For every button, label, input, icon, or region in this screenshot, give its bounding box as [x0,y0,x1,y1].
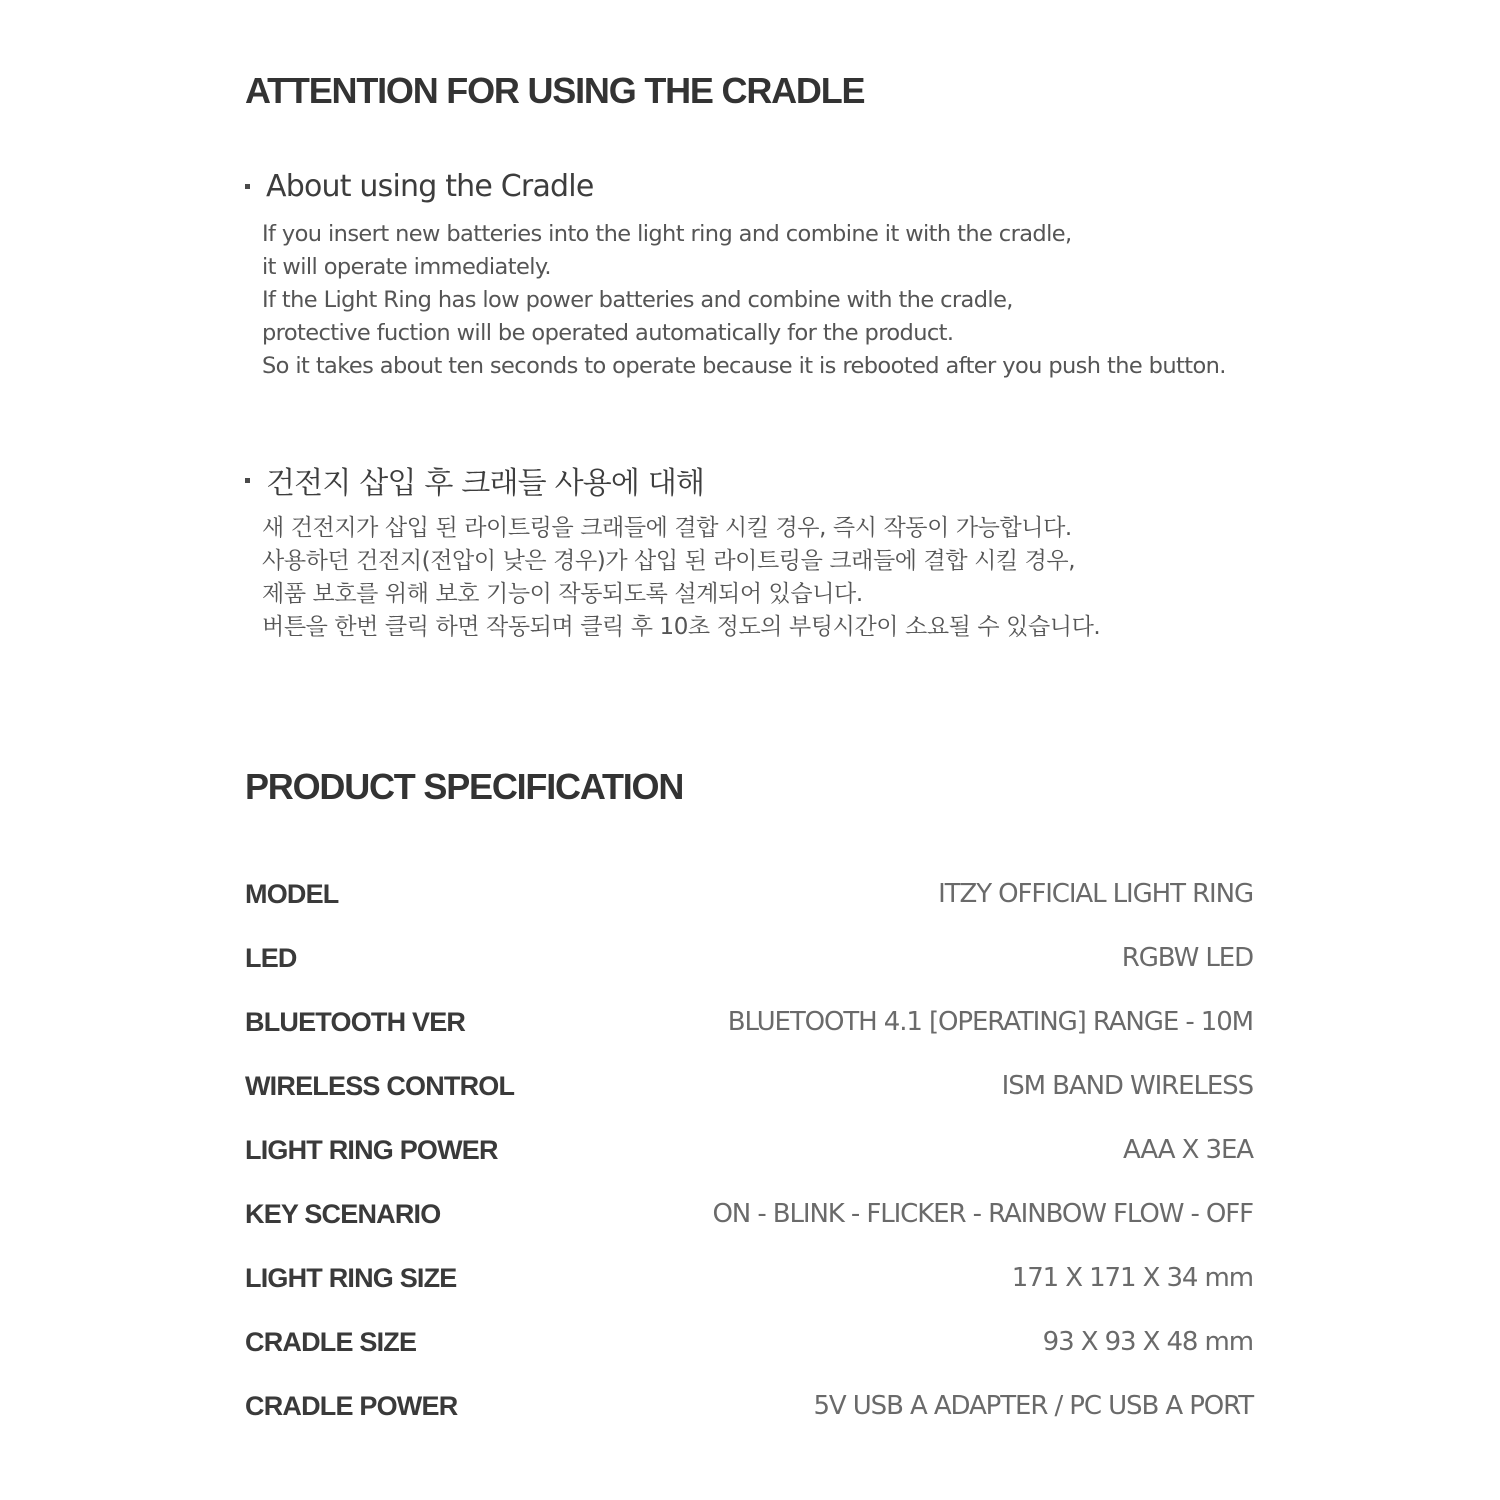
english-section [245,166,1295,383]
korean-section-header [245,460,1295,500]
paragraph-line: If you insert new batteries into the light ring and combine it with the cradle, [262,221,1072,247]
english-paragraph [262,218,1295,383]
paragraph-line: it will operate immediately. [262,254,551,280]
spec-value: 93 X 93 X 48 mm [1042,1327,1253,1357]
paragraph-line: 제품 보호를 위해 보호 기능이 작동되도록 설계되어 있습니다. [262,581,863,607]
paragraph-line: protective fuction will be operated automatically for the product. [262,320,954,346]
spec-row-key-scenario [245,1182,1253,1246]
bullet-icon [245,184,250,189]
spec-row-led [245,926,1253,990]
paragraph-line: 새 건전지가 삽입 된 라이트링을 크래들에 결합 시킬 경우, 즉시 작동이 가능합니다. [262,515,1072,541]
spec-label: LED [245,942,297,973]
korean-section-title: 건전지 삽입 후 크래들 사용에 대해 [266,466,705,501]
spec-row-model [245,862,1253,926]
korean-paragraph [262,512,1295,644]
spec-row-light-ring-power [245,1118,1253,1182]
spec-value: 5V USB A ADAPTER / PC USB A PORT [813,1391,1253,1421]
english-section-header [245,166,1295,206]
attention-title: ATTENTION FOR USING THE CRADLE [245,70,865,111]
spec-table [245,862,1253,1438]
paragraph-line: 버튼을 한번 클릭 하면 작동되며 클릭 후 10초 정도의 부팅시간이 소요될 수 있습니다. [262,614,1101,640]
spec-label: MODEL [245,878,339,909]
spec-value: ON - BLINK - FLICKER - RAINBOW FLOW - OFF [712,1199,1253,1229]
spec-value: BLUETOOTH 4.1 [OPERATING] RANGE - 10M [727,1007,1253,1037]
spec-row-wireless-control [245,1054,1253,1118]
spec-value: ISM BAND WIRELESS [1001,1071,1253,1101]
spec-label: KEY SCENARIO [245,1198,441,1229]
spec-value: 171 X 171 X 34 mm [1011,1263,1253,1293]
english-section-title: About using the Cradle [266,168,594,204]
bullet-icon [245,478,250,483]
spec-label: CRADLE POWER [245,1390,458,1421]
paragraph-line: So it takes about ten seconds to operate because it is rebooted after you push the button. [262,353,1226,379]
paragraph-line: 사용하던 건전지(전압이 낮은 경우)가 삽입 된 라이트링을 크래들에 결합 시킬 경우, [262,548,1076,574]
spec-label: LIGHT RING POWER [245,1134,498,1165]
spec-label: LIGHT RING SIZE [245,1262,457,1293]
spec-label: WIRELESS CONTROL [245,1070,515,1101]
korean-section [245,460,1295,644]
spec-label: CRADLE SIZE [245,1326,417,1357]
spec-title: PRODUCT SPECIFICATION [245,766,684,807]
spec-row-light-ring-size [245,1246,1253,1310]
spec-row-cradle-power [245,1374,1253,1438]
spec-row-bluetooth [245,990,1253,1054]
spec-value: ITZY OFFICIAL LIGHT RING [938,879,1253,909]
paragraph-line: If the Light Ring has low power batteries and combine with the cradle, [262,287,1013,313]
spec-value: AAA X 3EA [1122,1135,1253,1165]
spec-value: RGBW LED [1121,943,1253,973]
spec-label: BLUETOOTH VER [245,1006,466,1037]
spec-row-cradle-size [245,1310,1253,1374]
